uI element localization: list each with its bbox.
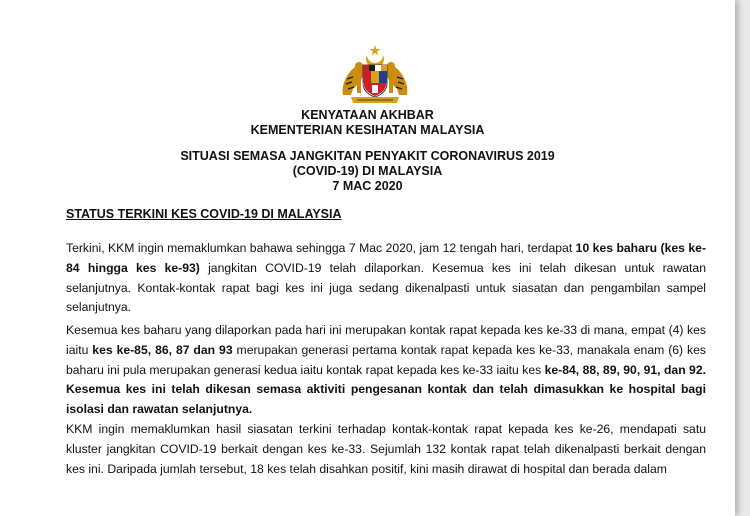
paragraph-2-text-b: merupakan generasi pertama kontak rapat kepada kes ke-33, manakala enam (6) kes baharu ini pula merupakan generasi kedua iaitu kontak rapat kepada kes ke-33 iaitu kes xyxy=(66,342,706,377)
title-line-1: SITUASI SEMASA JANGKITAN PENYAKIT CORONAVIRUS 2019 xyxy=(180,149,555,163)
press-heading xyxy=(0,108,735,138)
coat-of-arms-icon xyxy=(337,43,413,105)
press-release-label: KENYATAAN AKHBAR xyxy=(301,108,434,122)
paragraph-1 xyxy=(66,239,706,318)
document-title xyxy=(0,149,735,194)
paragraph-3: KKM ingin memaklumkan hasil siasatan terkini terhadap kontak-kontak rapat kepada kes ke-26, mendapati satu kluster jangkitan COVID-19 berkait dengan kes ke-33. Sejumlah 132 kontak rapat telah dikenalpasti berkait dengan kes ini. Daripada jumlah tersebut, 18 kes telah disahkan positif, kini masih dirawat di hospital dan berada dalam xyxy=(66,422,706,476)
ministry-name: KEMENTERIAN KESIHATAN MALAYSIA xyxy=(250,123,485,137)
paragraph-2-bold-b: ke-84, 88, 89, 90, 91, dan 92. Kesemua kes ini telah dikesan semasa aktiviti pengesanan kontak dan telah dimasukkan ke hospital bagi isolasi dan rawatan selanjutnya. xyxy=(66,362,706,417)
paragraph-1-text-a: Terkini, KKM ingin memaklumkan bahawa sehingga 7 Mac 2020, jam 12 tengah hari, terdapat xyxy=(66,241,576,255)
paragraph-2-text-a: Kesemua kes baharu yang dilaporkan pada hari ini merupakan kontak rapat kepada kes ke-33 di mana, empat (4) kes iaitu xyxy=(66,323,706,357)
section-heading: STATUS TERKINI KES COVID-19 DI MALAYSIA xyxy=(66,207,342,221)
title-line-2: (COVID-19) DI MALAYSIA xyxy=(292,164,443,178)
paragraph-1-text-b: jangkitan COVID-19 telah dilaporkan. Kesemua kes ini telah dikesan untuk rawatan selanjutnya. Kontak-kontak rapat bagi kes ini juga sedang dikenalpasti untuk siasatan dan pengambilan sampel selanjutnya. xyxy=(66,260,706,315)
document-date: 7 MAC 2020 xyxy=(332,179,403,193)
paragraph-1-bold: 10 kes baharu (kes ke-84 hingga kes ke-93) xyxy=(66,241,707,275)
paragraph-2-bold-a: kes ke-85, 86, 87 dan 93 xyxy=(92,342,233,357)
paragraph-2 xyxy=(66,321,706,420)
